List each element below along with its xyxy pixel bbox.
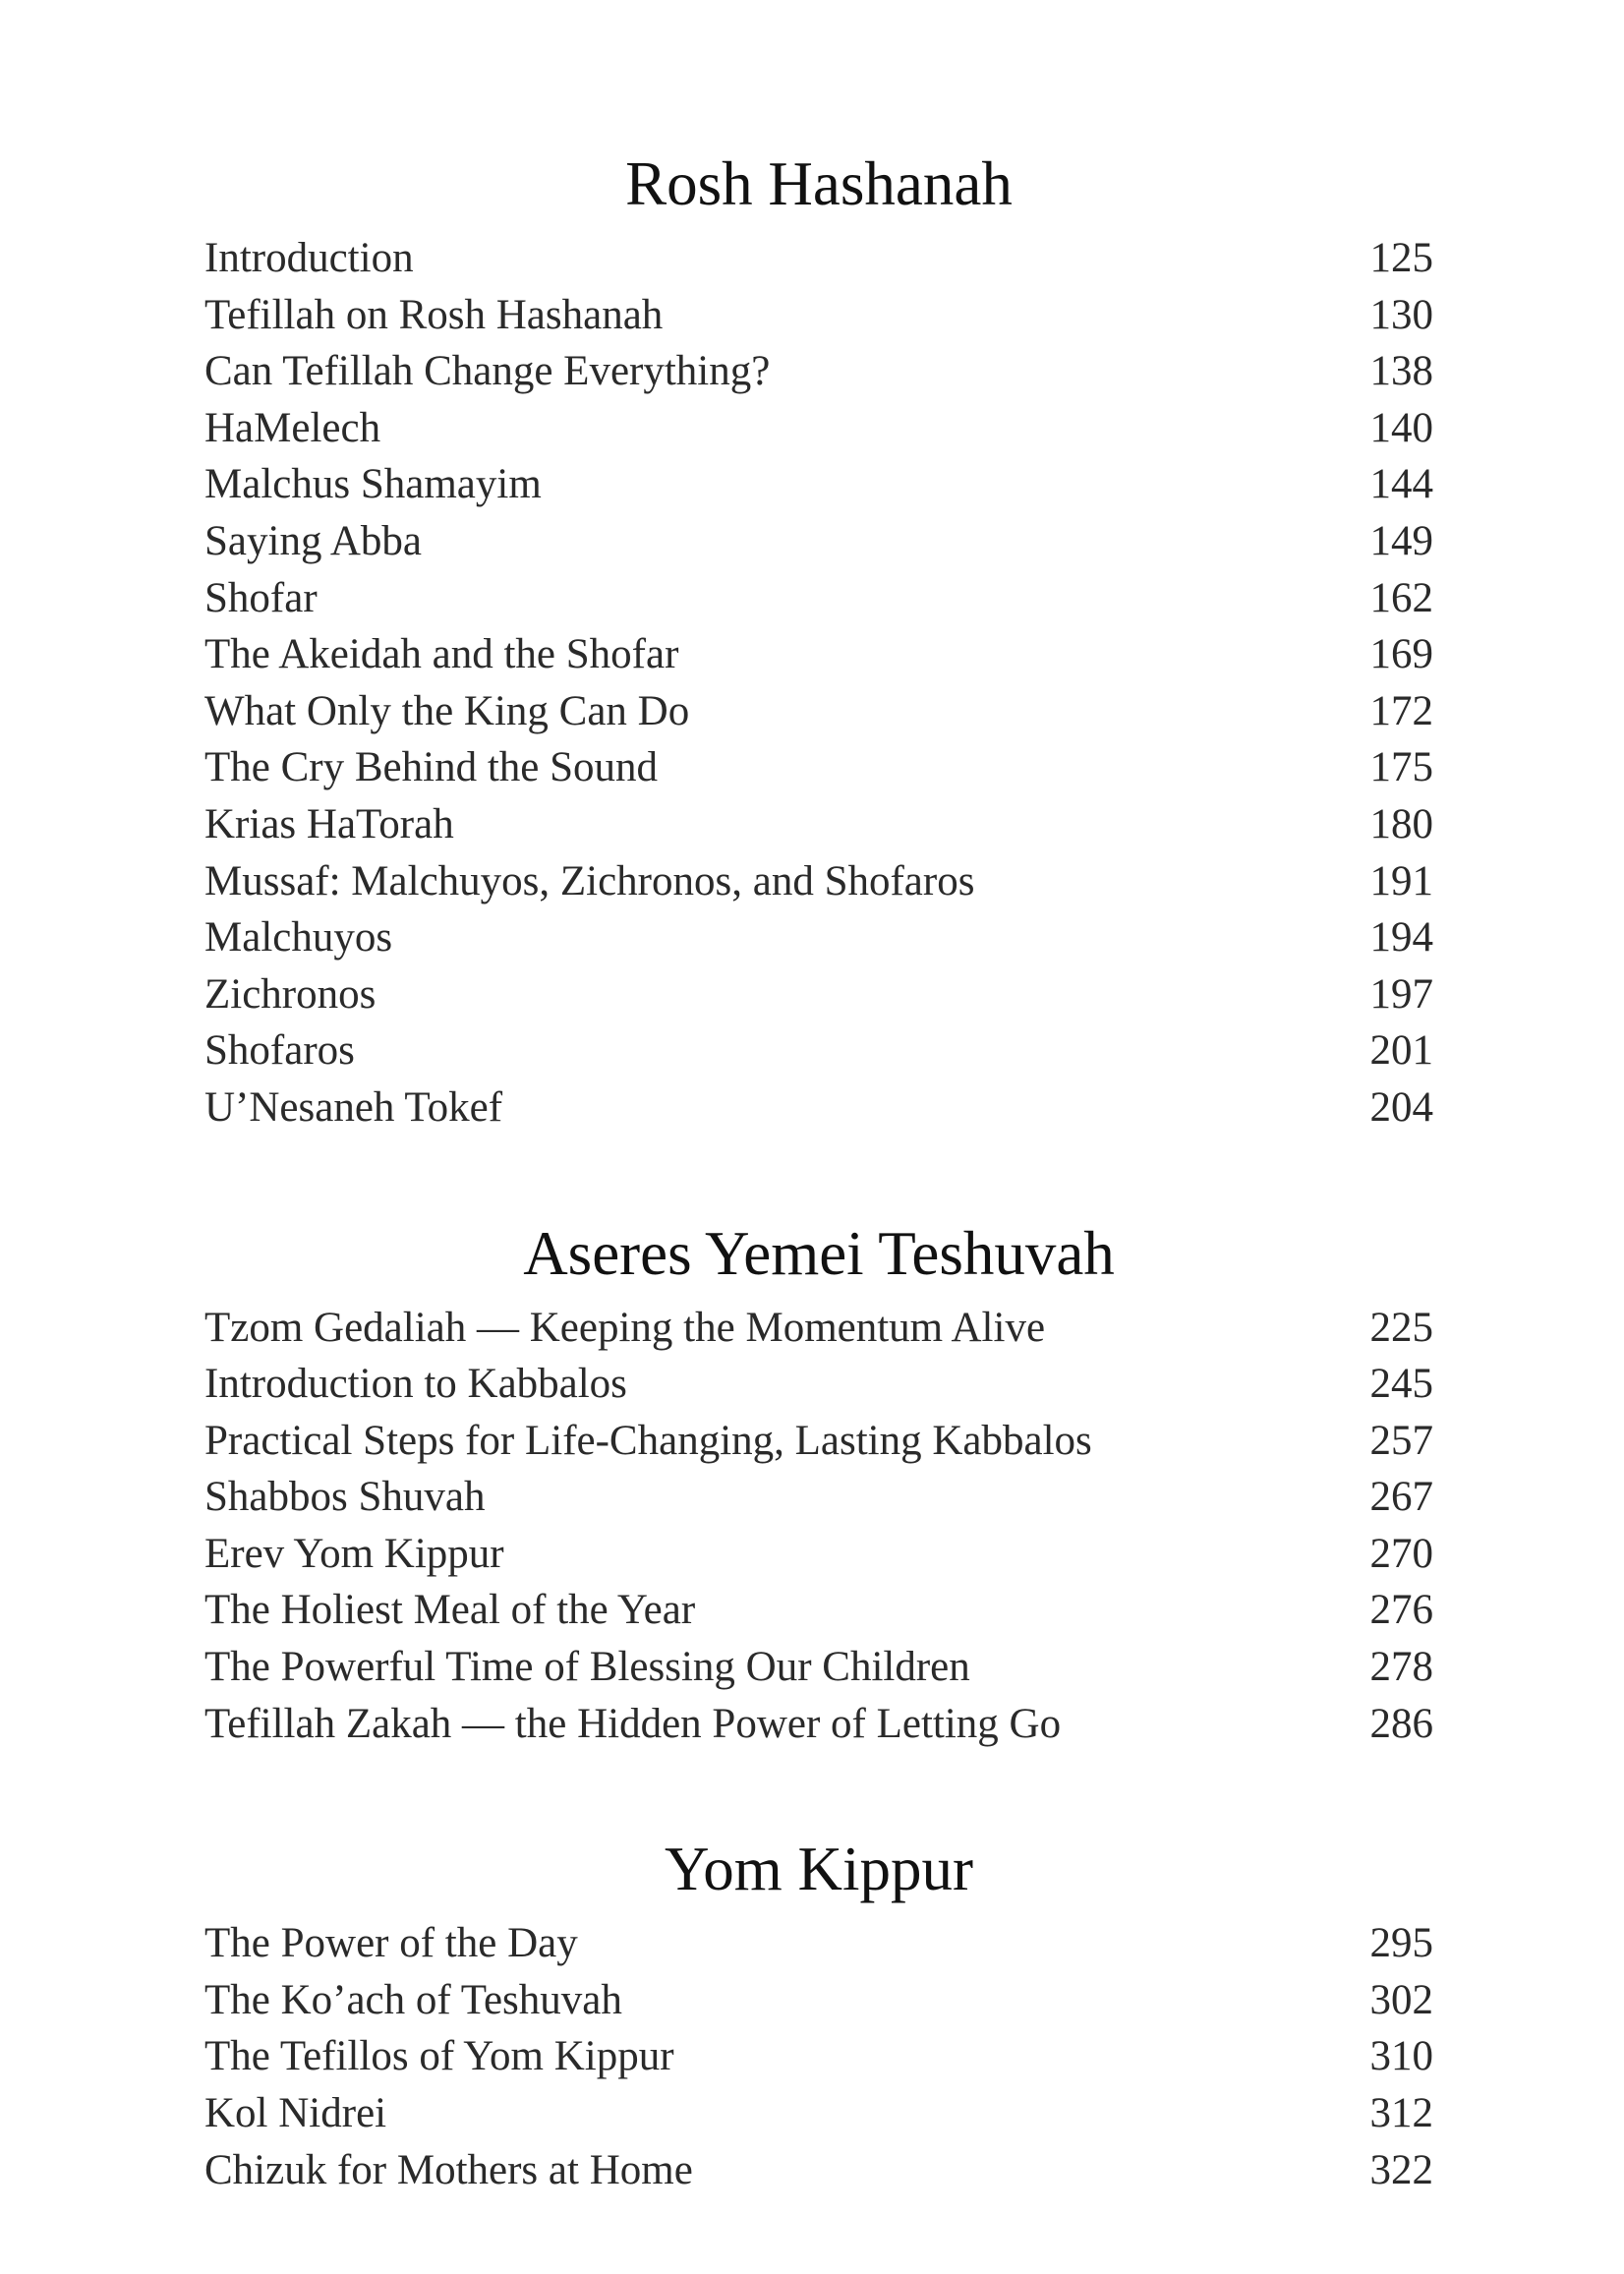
entry-title: Shabbos Shuvah (204, 1474, 486, 1521)
entry-page-number: 149 (1369, 517, 1433, 564)
entry-title: Chizuk for Mothers at Home (204, 2146, 693, 2193)
entry-page-number: 225 (1369, 1304, 1433, 1351)
toc-section-yom-kippur (204, 1823, 1433, 2198)
toc-entry (204, 570, 1433, 627)
entry-page-number: 302 (1369, 1976, 1433, 2023)
entry-title: Tefillah on Rosh Hashanah (204, 291, 664, 338)
toc-entry (204, 1356, 1433, 1413)
entry-title: Tzom Gedaliah — Keeping the Momentum Alive (204, 1304, 1046, 1351)
entry-page-number: 140 (1369, 404, 1433, 451)
toc-entry (204, 683, 1433, 740)
entry-page-number: 310 (1369, 2033, 1433, 2080)
toc-entry (204, 1696, 1433, 1753)
entry-title: Introduction to Kabbalos (204, 1361, 627, 1408)
entry-page-number: 322 (1369, 2146, 1433, 2193)
entry-title: The Powerful Time of Blessing Our Children (204, 1644, 970, 1691)
entry-page-number: 270 (1369, 1530, 1433, 1577)
entry-title: The Cry Behind the Sound (204, 744, 659, 791)
entry-page-number: 191 (1369, 857, 1433, 904)
toc-entry (204, 343, 1433, 400)
entry-title: Saying Abba (204, 517, 422, 564)
entry-title: Shofar (204, 574, 318, 621)
entry-title: HaMelech (204, 404, 381, 451)
toc-entry (204, 1526, 1433, 1583)
toc-entry (204, 287, 1433, 344)
table-of-contents (204, 138, 1433, 2198)
entry-title: Krias HaTorah (204, 800, 454, 847)
entry-title: The Tefillos of Yom Kippur (204, 2033, 674, 2080)
toc-entry (204, 2085, 1433, 2142)
entry-page-number: 172 (1369, 687, 1433, 734)
toc-entry (204, 1469, 1433, 1526)
entry-page-number: 286 (1369, 1700, 1433, 1747)
entry-page-number: 130 (1369, 291, 1433, 338)
toc-entry (204, 456, 1433, 513)
entry-list (204, 1300, 1433, 1753)
entry-page-number: 180 (1369, 800, 1433, 847)
entry-page-number: 175 (1369, 744, 1433, 791)
entry-list (204, 1915, 1433, 2198)
entry-title: Kol Nidrei (204, 2090, 387, 2137)
entry-page-number: 295 (1369, 1920, 1433, 1967)
section-spacer (204, 1752, 1433, 1823)
entry-page-number: 138 (1369, 348, 1433, 395)
toc-entry (204, 2142, 1433, 2199)
entry-page-number: 312 (1369, 2090, 1433, 2137)
toc-entry (204, 966, 1433, 1023)
entry-title: Practical Steps for Life-Changing, Lasting Kabbalos (204, 1417, 1092, 1464)
toc-entry (204, 230, 1433, 287)
section-spacer (204, 1137, 1433, 1207)
entry-page-number: 245 (1369, 1361, 1433, 1408)
entry-page-number: 144 (1369, 461, 1433, 508)
entry-page-number: 276 (1369, 1587, 1433, 1634)
entry-page-number: 197 (1369, 970, 1433, 1018)
entry-title: Mussaf: Malchuyos, Zichronos, and Shofaros (204, 857, 975, 904)
toc-entry (204, 2028, 1433, 2085)
toc-entry (204, 1413, 1433, 1470)
toc-entry (204, 1915, 1433, 1972)
toc-entry (204, 1300, 1433, 1357)
toc-entry (204, 1972, 1433, 2029)
toc-entry (204, 909, 1433, 966)
section-title: Aseres Yemei Teshuvah (523, 1218, 1115, 1288)
entry-title: Shofaros (204, 1027, 355, 1075)
entry-title: Malchus Shamayim (204, 461, 542, 508)
toc-entry (204, 853, 1433, 910)
entry-page-number: 169 (1369, 631, 1433, 678)
toc-section-rosh-hashanah (204, 138, 1433, 1137)
toc-entry (204, 400, 1433, 457)
entry-page-number: 278 (1369, 1644, 1433, 1691)
entry-title: The Holiest Meal of the Year (204, 1587, 696, 1634)
toc-section-aseres-yemei-teshuvah (204, 1207, 1433, 1753)
toc-entry (204, 1022, 1433, 1079)
entry-page-number: 267 (1369, 1474, 1433, 1521)
entry-page-number: 125 (1369, 235, 1433, 281)
entry-title: What Only the King Can Do (204, 687, 690, 734)
toc-entry (204, 1079, 1433, 1137)
entry-title: Malchuyos (204, 914, 393, 962)
entry-title: The Akeidah and the Shofar (204, 631, 679, 678)
entry-page-number: 201 (1369, 1027, 1433, 1075)
toc-entry (204, 1639, 1433, 1696)
entry-title: The Power of the Day (204, 1920, 578, 1967)
entry-title: U’Nesaneh Tokef (204, 1083, 503, 1131)
entry-title: Zichronos (204, 970, 377, 1018)
toc-entry (204, 739, 1433, 796)
entry-page-number: 194 (1369, 914, 1433, 962)
entry-page-number: 257 (1369, 1417, 1433, 1464)
toc-entry (204, 1582, 1433, 1639)
entry-list (204, 230, 1433, 1137)
toc-entry (204, 513, 1433, 570)
toc-entry (204, 626, 1433, 683)
toc-entry (204, 796, 1433, 853)
entry-title: Can Tefillah Change Everything? (204, 348, 771, 395)
section-title: Yom Kippur (665, 1835, 973, 1904)
entry-page-number: 204 (1369, 1083, 1433, 1131)
entry-title: The Ko’ach of Teshuvah (204, 1976, 622, 2023)
entry-page-number: 162 (1369, 574, 1433, 621)
entry-title: Tefillah Zakah — the Hidden Power of Letting Go (204, 1700, 1062, 1747)
section-title: Rosh Hashanah (625, 149, 1013, 218)
entry-title: Introduction (204, 235, 414, 281)
entry-title: Erev Yom Kippur (204, 1530, 504, 1577)
